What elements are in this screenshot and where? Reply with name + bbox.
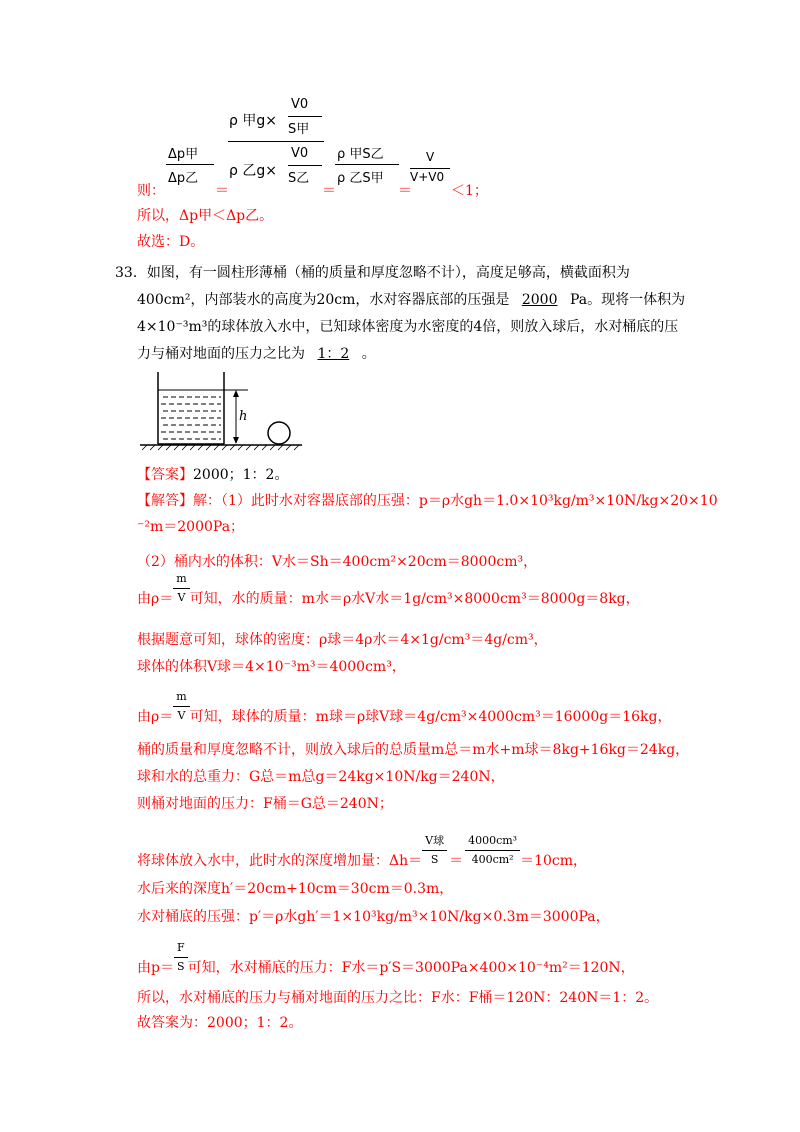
solution-line-6: 球体的体积V球＝4×10⁻³m³＝4000cm³， xyxy=(137,659,406,675)
formula-ratio-den: ρ 乙S甲 xyxy=(337,171,384,186)
conclusion-line: 所以，Δp甲＜Δp乙。 xyxy=(137,208,274,224)
question-line-1: 如图，有一圆柱形薄桶（桶的质量和厚度忽略不计），高度足够高，横截面积为 xyxy=(146,265,630,281)
formula-v0-bottom: V0 xyxy=(291,146,309,161)
frac-s-2: S xyxy=(177,959,185,973)
solution-line-10: 则桶对地面的压力：F桶＝G总＝240N； xyxy=(137,796,393,812)
solution-line-7-pre: 由ρ＝ xyxy=(137,709,174,725)
frac-v-2: V xyxy=(177,708,186,722)
formula-v-den: V+V0 xyxy=(410,170,445,184)
formula-prefix: 则： xyxy=(137,183,165,199)
question-blank-2: 1：2 xyxy=(317,346,350,362)
frac-v-ball: V球 xyxy=(422,832,447,851)
question-line-3: 4×10⁻³m³的球体放入水中，已知球体密度为水密度的4倍，则放入球后，水对桶底的压 xyxy=(137,319,679,335)
formula-dp-jia: Δp甲 xyxy=(168,147,199,162)
height-label: h xyxy=(239,409,248,424)
choice-line: 故选：D。 xyxy=(137,234,205,250)
question-line-2b: Pa。现将一体积为 xyxy=(569,292,686,308)
formula-tail: ＜1； xyxy=(451,183,488,199)
frac-4000: 4000cm³ xyxy=(465,832,520,851)
solution-line-9: 球和水的总重力：G总＝m总g＝24kg×10N/kg＝240N， xyxy=(137,769,505,785)
bucket-figure xyxy=(136,368,306,452)
formula-s-yi: S乙 xyxy=(288,171,310,186)
frac-400: 400cm² xyxy=(471,852,514,866)
solution-line-1: 解：（1）此时水对容器底部的压强：p＝ρ水gh＝1.0×10³kg/m³×10N/kg×20×10 xyxy=(193,493,718,509)
solution-line-15: 所以，水对桶底的压力与桶对地面的压力之比：F水：F桶＝120N：240N＝1：2。 xyxy=(137,990,659,1006)
frac-m-2: m xyxy=(173,688,189,707)
solution-line-11-pre: 将球体放入水中，此时水的深度增加量：Δh＝ xyxy=(137,853,423,869)
question-line-4a: 力与桶对地面的压力之比为 xyxy=(137,346,305,362)
formula-v0-top: V0 xyxy=(291,97,309,112)
formula-dp-yi: Δp乙 xyxy=(168,171,199,186)
frac-m: m xyxy=(173,570,189,589)
solution-line-14-post: 可知，水对桶底的压力：F水＝p′S＝3000Pa×400×10⁻⁴m²＝120N， xyxy=(187,960,635,976)
solution-line-13: 水对桶底的压强：p′＝ρ水gh′＝1×10³kg/m³×10N/kg×0.3m＝3000Pa， xyxy=(137,909,610,925)
solution-line-3: （2）桶内水的体积：V水＝Sh＝400cm²×20cm＝8000cm³， xyxy=(137,554,538,570)
answer-text: 2000；1：2。 xyxy=(193,467,289,483)
answer-tag: 【答案】 xyxy=(137,467,193,483)
solution-line-12: 水后来的深度h′＝20cm+10cm＝30cm＝0.3m， xyxy=(137,881,454,897)
solution-tag: 【解答】 xyxy=(137,493,193,509)
solution-line-8: 桶的质量和厚度忽略不计，则放入球后的总质量m总＝m水+m球＝8kg+16kg＝24kg， xyxy=(137,742,690,758)
frac-v: V xyxy=(177,590,186,604)
frac-f: F xyxy=(174,939,188,958)
formula-v-num: V xyxy=(426,150,435,164)
question-number: 33． xyxy=(115,265,147,281)
formula-rho-yi-g: ρ 乙g× xyxy=(229,163,277,179)
solution-line-14-pre: 由p＝ xyxy=(137,960,174,976)
frac-s: S xyxy=(430,852,439,866)
solution-line-4-pre: 由ρ＝ xyxy=(137,591,174,607)
formula-eq1: ＝ xyxy=(215,183,229,199)
formula-rho-jia-g: ρ 甲g× xyxy=(229,113,277,129)
question-line-2a: 400cm²，内部装水的高度为20cm，水对容器底部的压强是 xyxy=(137,292,510,308)
solution-line-5: 根据题意可知，球体的密度：ρ球＝4ρ水＝4×1g/cm³＝4g/cm³， xyxy=(137,632,548,648)
formula-eq2: ＝ xyxy=(322,183,336,199)
solution-line-16: 故答案为：2000；1：2。 xyxy=(137,1015,303,1031)
solution-line-2: ⁻²m＝2000Pa； xyxy=(137,519,245,535)
formula-ratio-num: ρ 甲S乙 xyxy=(337,147,384,162)
solution-line-11-post: ＝10cm， xyxy=(520,853,588,869)
question-blank-1: 2000 xyxy=(521,292,558,308)
question-line-4b: 。 xyxy=(361,346,376,362)
formula-s-jia: S甲 xyxy=(288,122,310,137)
solution-line-4-post: 可知，水的质量：m水＝ρ水V水＝1g/cm³×8000cm³＝8000g＝8kg， xyxy=(189,591,640,607)
formula-eq3: ＝ xyxy=(398,183,412,199)
solution-line-7-post: 可知，球体的质量：m球＝ρ球V球＝4g/cm³×4000cm³＝16000g＝16kg， xyxy=(189,709,672,725)
